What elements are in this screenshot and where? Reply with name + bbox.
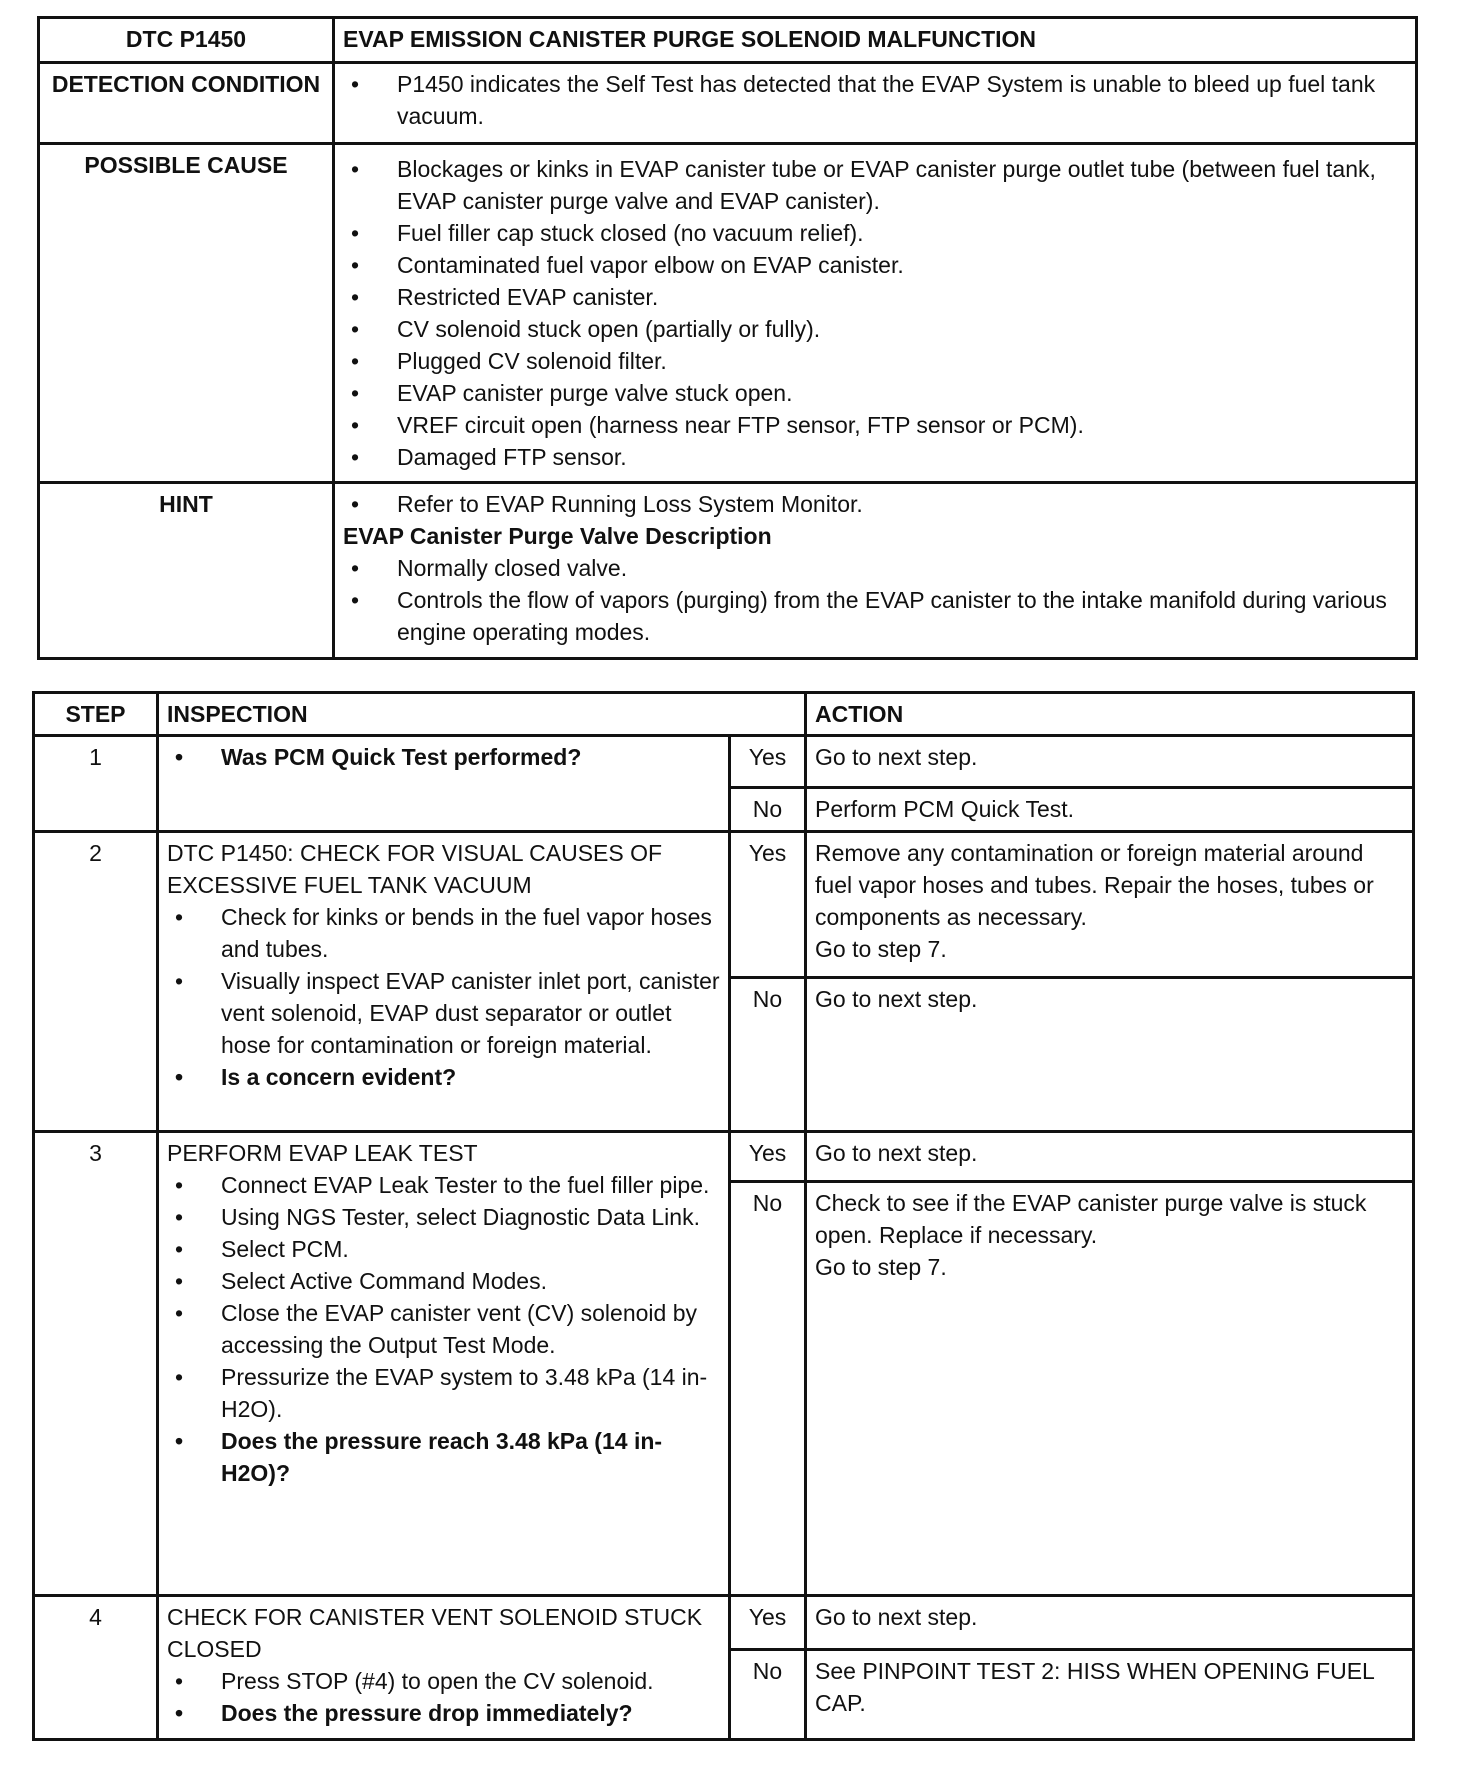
bullet-icon: •	[351, 316, 360, 342]
no-action: Go to next step.	[806, 978, 1414, 1132]
step-row-3	[34, 1132, 1414, 1182]
header-action: ACTION	[806, 693, 1414, 736]
list-item: • Select PCM.	[167, 1233, 720, 1265]
dtc-title: EVAP EMISSION CANISTER PURGE SOLENOID MALFUNCTION	[334, 18, 1417, 63]
step-row-4	[34, 1596, 1414, 1650]
list-item: • Refer to EVAP Running Loss System Monitor.	[343, 488, 1407, 520]
list-item: • Select Active Command Modes.	[167, 1265, 720, 1297]
bullet-icon: •	[351, 491, 360, 517]
bullet-icon: •	[175, 1268, 184, 1294]
no-label: No	[730, 1650, 806, 1740]
list-item: • Contaminated fuel vapor elbow on EVAP canister.	[343, 249, 1407, 281]
dtc-info-table	[37, 16, 1418, 660]
list-item: • Connect EVAP Leak Tester to the fuel filler pipe.	[167, 1169, 720, 1201]
step-inspection	[158, 832, 730, 1132]
list-item: • Restricted EVAP canister.	[343, 281, 1407, 313]
no-action: Perform PCM Quick Test.	[806, 788, 1414, 832]
step-inspection	[158, 1132, 730, 1596]
bullet-icon: •	[351, 220, 360, 246]
list-item: • Was PCM Quick Test performed?	[167, 741, 720, 773]
list-item: • Check for kinks or bends in the fuel vapor hoses and tubes.	[167, 901, 720, 965]
no-label: No	[730, 1182, 806, 1596]
step-number: 3	[34, 1132, 158, 1596]
bullet-icon: •	[175, 1236, 184, 1262]
step-heading: DTC P1450: CHECK FOR VISUAL CAUSES OF EXCESSIVE FUEL TANK VACUUM	[167, 840, 663, 898]
no-action: Check to see if the EVAP canister purge valve is stuck open. Replace if necessary. Go to step 7.	[806, 1182, 1414, 1596]
bullet-icon: •	[175, 904, 184, 930]
list-item: • Pressurize the EVAP system to 3.48 kPa (14 in-H2O).	[167, 1361, 720, 1425]
cause-label: POSSIBLE CAUSE	[39, 144, 334, 483]
bullet-icon: •	[175, 1428, 184, 1454]
list-item: • Using NGS Tester, select Diagnostic Data Link.	[167, 1201, 720, 1233]
bullet-icon: •	[351, 444, 360, 470]
yes-label: Yes	[730, 1596, 806, 1650]
steps-table	[32, 691, 1415, 1741]
step-heading: CHECK FOR CANISTER VENT SOLENOID STUCK CLOSED	[167, 1604, 703, 1662]
bullet-icon: •	[351, 156, 360, 182]
bullet-icon: •	[351, 348, 360, 374]
bullet-icon: •	[351, 587, 360, 613]
no-label: No	[730, 978, 806, 1132]
no-label: No	[730, 788, 806, 832]
list-item: • Press STOP (#4) to open the CV solenoid.	[167, 1665, 720, 1697]
bullet-icon: •	[175, 1300, 184, 1326]
step-inspection	[158, 736, 730, 832]
bullet-icon: •	[175, 1172, 184, 1198]
detection-content	[334, 63, 1417, 144]
list-item: • Normally closed valve.	[343, 552, 1407, 584]
list-item: • P1450 indicates the Self Test has detected that the EVAP System is unable to bleed up fuel tank vacuum.	[343, 68, 1407, 132]
list-item: • Blockages or kinks in EVAP canister tube or EVAP canister purge outlet tube (between fuel tank, EVAP canister purge valve and EVAP canister).	[343, 153, 1407, 217]
yes-action: Go to next step.	[806, 1596, 1414, 1650]
list-item: • EVAP canister purge valve stuck open.	[343, 377, 1407, 409]
yes-action: Go to next step.	[806, 736, 1414, 788]
list-item: • Visually inspect EVAP canister inlet port, canister vent solenoid, EVAP dust separator or outlet hose for contamination or foreign material.	[167, 965, 720, 1061]
hint-label: HINT	[39, 483, 334, 659]
step-inspection	[158, 1596, 730, 1740]
step-row-2	[34, 832, 1414, 978]
list-item: • Does the pressure reach 3.48 kPa (14 in-H2O)?	[167, 1425, 720, 1489]
yes-label: Yes	[730, 1132, 806, 1182]
no-action: See PINPOINT TEST 2: HISS WHEN OPENING FUEL CAP.	[806, 1650, 1414, 1740]
step-heading: PERFORM EVAP LEAK TEST	[167, 1140, 478, 1166]
bullet-icon: •	[175, 968, 184, 994]
bullet-icon: •	[351, 380, 360, 406]
goto-step-link: Go to step 7.	[815, 1254, 947, 1280]
header-step: STEP	[34, 693, 158, 736]
yes-action: Go to next step.	[806, 1132, 1414, 1182]
cause-list	[334, 144, 1417, 483]
bullet-icon: •	[351, 412, 360, 438]
step-number: 2	[34, 832, 158, 1132]
yes-label: Yes	[730, 736, 806, 788]
bullet-icon: •	[351, 252, 360, 278]
cause-row	[39, 144, 1417, 483]
list-item: • Is a concern evident?	[167, 1061, 720, 1093]
dtc-code: DTC P1450	[39, 18, 334, 63]
yes-label: Yes	[730, 832, 806, 978]
list-item: • Controls the flow of vapors (purging) from the EVAP canister to the intake manifold during various engine operating modes.	[343, 584, 1407, 648]
list-item: • Plugged CV solenoid filter.	[343, 345, 1407, 377]
goto-step-link: Go to step 7.	[815, 936, 947, 962]
list-item: • Close the EVAP canister vent (CV) solenoid by accessing the Output Test Mode.	[167, 1297, 720, 1361]
hint-row	[39, 483, 1417, 659]
hint-subheading: EVAP Canister Purge Valve Description	[343, 523, 772, 549]
detection-label: DETECTION CONDITION	[39, 63, 334, 144]
detection-row	[39, 63, 1417, 144]
bullet-icon: •	[351, 555, 360, 581]
list-item: • VREF circuit open (harness near FTP sensor, FTP sensor or PCM).	[343, 409, 1407, 441]
list-item: • CV solenoid stuck open (partially or fully).	[343, 313, 1407, 345]
step-number: 1	[34, 736, 158, 832]
hint-content	[334, 483, 1417, 659]
dtc-title-row	[39, 18, 1417, 63]
list-item: • Damaged FTP sensor.	[343, 441, 1407, 473]
bullet-icon: •	[351, 71, 360, 97]
steps-header-row	[34, 693, 1414, 736]
bullet-icon: •	[175, 1064, 184, 1090]
yes-action: Remove any contamination or foreign material around fuel vapor hoses and tubes. Repair the hoses, tubes or components as necessary. Go to step 7.	[806, 832, 1414, 978]
header-inspection: INSPECTION	[158, 693, 806, 736]
step-row-1	[34, 736, 1414, 788]
bullet-icon: •	[175, 1668, 184, 1694]
bullet-icon: •	[175, 1204, 184, 1230]
bullet-icon: •	[351, 284, 360, 310]
bullet-icon: •	[175, 744, 184, 770]
list-item: • Does the pressure drop immediately?	[167, 1697, 720, 1729]
bullet-icon: •	[175, 1700, 184, 1726]
bullet-icon: •	[175, 1364, 184, 1390]
list-item: • Fuel filler cap stuck closed (no vacuum relief).	[343, 217, 1407, 249]
step-number: 4	[34, 1596, 158, 1740]
